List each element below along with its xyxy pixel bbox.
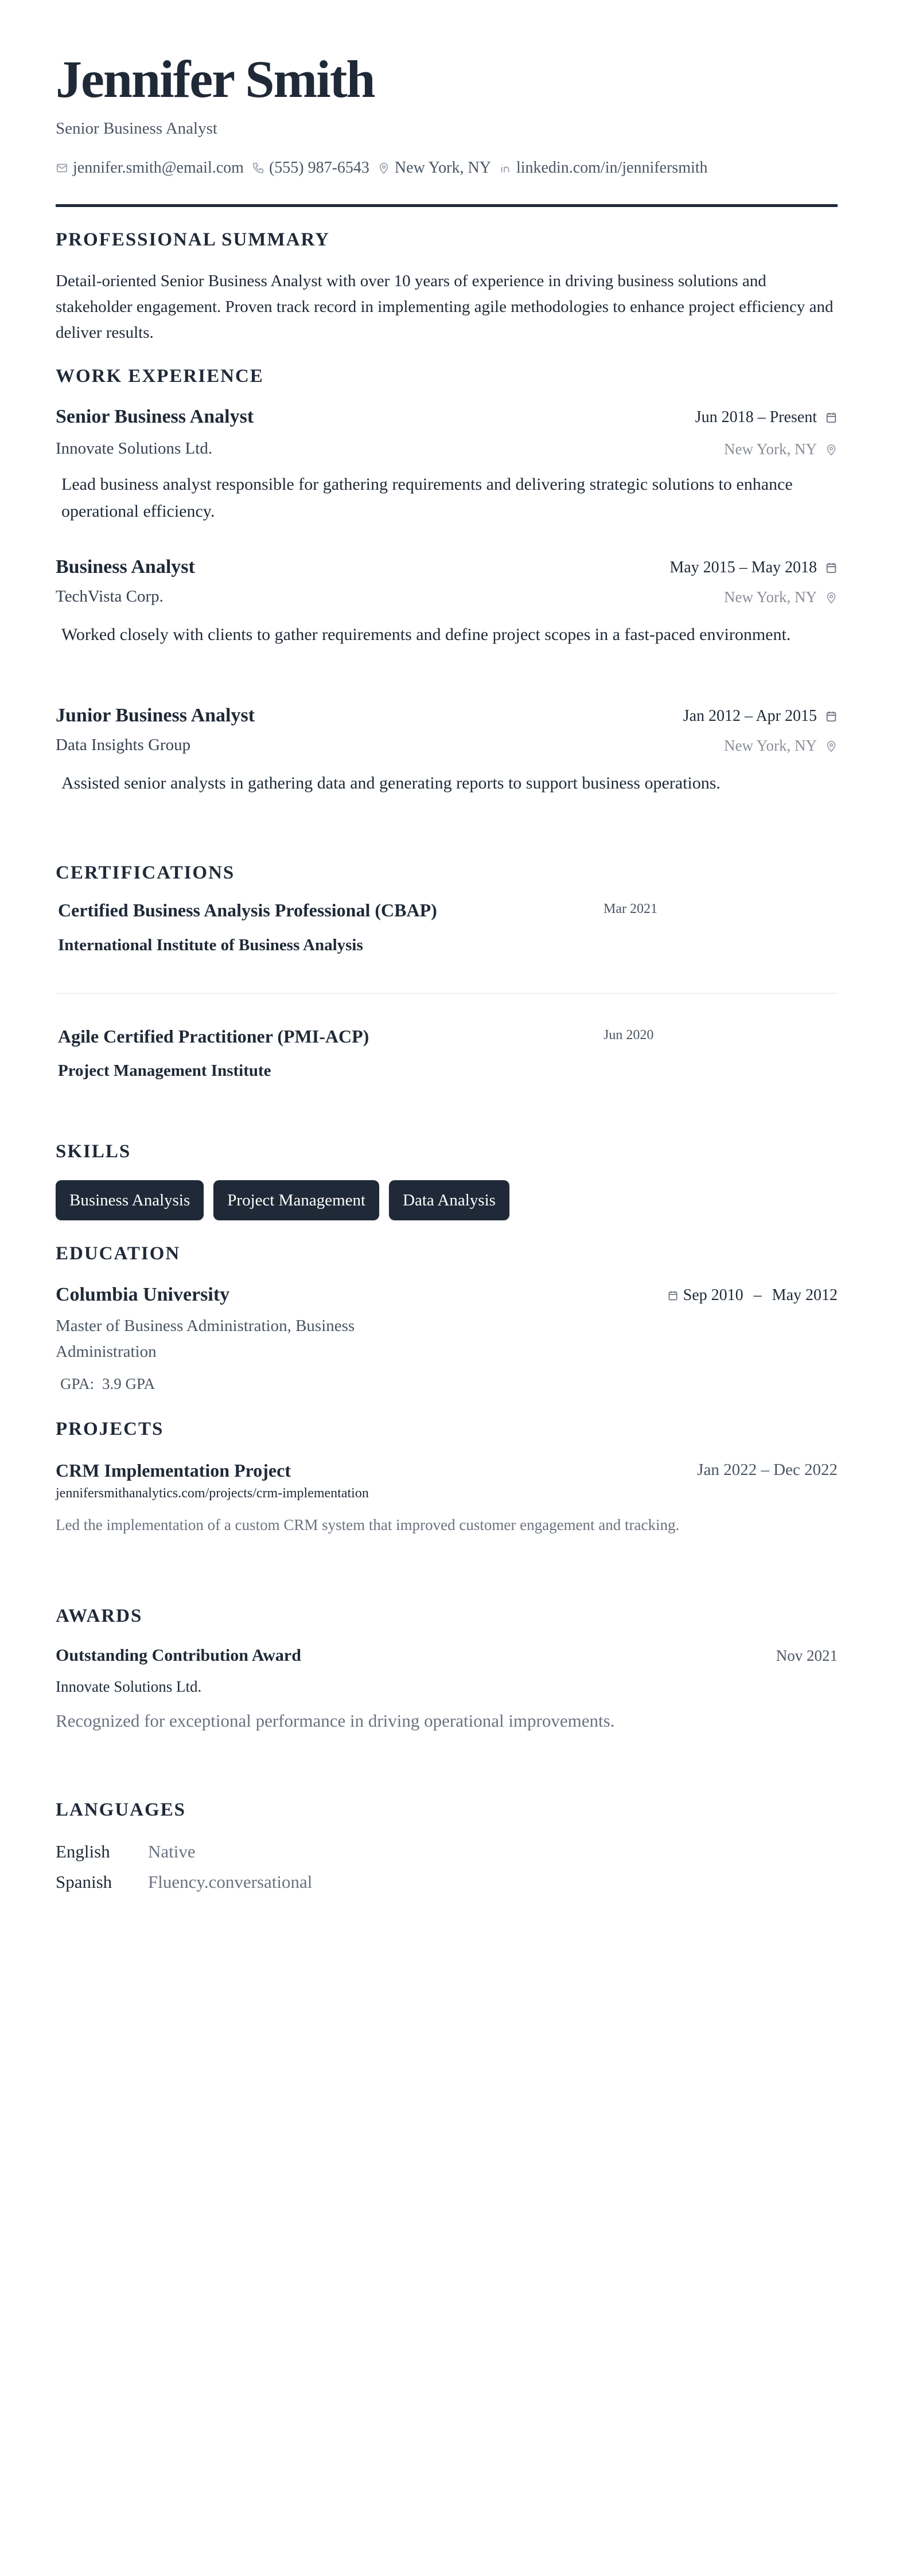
education-start: Sep 2010 — [683, 1286, 743, 1304]
certification-date: Jun 2020 — [604, 1028, 654, 1043]
summary-text: Detail-oriented Senior Business Analyst with over 10 years of experience in driving business solutions and stakeholder engagement. Proven track record in implementing agile methodologies to enhance project efficiency and deliver results. — [56, 272, 834, 342]
linkedin-icon — [499, 162, 512, 174]
education-gpa — [60, 1375, 155, 1393]
gpa-label: GPA: — [60, 1375, 95, 1392]
certification-title: Certified Business Analysis Professional (CBAP) — [58, 900, 437, 920]
education-dates — [667, 1286, 838, 1305]
education-school: Columbia University — [56, 1284, 230, 1305]
contact-row — [56, 159, 708, 177]
calendar-icon — [825, 709, 838, 723]
job-dates — [669, 559, 838, 577]
job-company: Data Insights Group — [56, 736, 191, 754]
award-description: Recognized for exceptional performance in driving operational improvements. — [56, 1711, 615, 1731]
job-title: Junior Business Analyst — [56, 705, 255, 726]
job-location — [724, 440, 838, 458]
job-title: Senior Business Analyst — [56, 406, 254, 427]
candidate-title: Senior Business Analyst — [56, 119, 217, 138]
contact-linkedin[interactable] — [499, 159, 708, 177]
job-dates-text: Jan 2012 – Apr 2015 — [683, 707, 817, 725]
education-degree: Master of Business Administration, Business Administration — [56, 1317, 355, 1361]
certifications-heading: CERTIFICATIONS — [56, 862, 235, 883]
job-location-text: New York, NY — [723, 588, 817, 606]
award-title: Outstanding Contribution Award — [56, 1646, 301, 1665]
contact-linkedin-text: linkedin.com/in/jennifersmith — [516, 159, 708, 177]
job-dates-text: May 2015 – May 2018 — [669, 559, 817, 576]
job-company: TechVista Corp. — [56, 587, 163, 606]
job-description: Lead business analyst responsible for gathering requirements and delivering strategic solutions to enhance operational efficiency. — [61, 475, 793, 521]
project-url[interactable]: jennifersmithanalytics.com/projects/crm-implementation — [56, 1486, 369, 1501]
mail-icon — [56, 162, 68, 174]
job-description: Assisted senior analysts in gathering data and generating reports to support business operations. — [61, 774, 721, 793]
skills-heading: SKILLS — [56, 1141, 131, 1162]
project-description: Led the implementation of a custom CRM system that improved customer engagement and tracking. — [56, 1516, 680, 1533]
language-level: Native — [148, 1841, 196, 1861]
summary-heading: PROFESSIONAL SUMMARY — [56, 229, 330, 250]
language-name: Spanish — [56, 1872, 112, 1892]
award-date: Nov 2021 — [776, 1647, 838, 1664]
education-end: May 2012 — [772, 1286, 838, 1304]
language-level: Fluency.conversational — [148, 1872, 313, 1892]
projects-heading: PROJECTS — [56, 1419, 164, 1439]
language-name: English — [56, 1841, 110, 1861]
experience-heading: WORK EXPERIENCE — [56, 366, 264, 387]
certification-issuer: Project Management Institute — [58, 1061, 271, 1080]
map-pin-icon — [825, 443, 838, 456]
contact-email-text: jennifer.smith@email.com — [73, 159, 244, 177]
contact-email[interactable] — [56, 159, 244, 177]
map-pin-icon — [825, 739, 838, 753]
certification-title: Agile Certified Practitioner (PMI-ACP) — [58, 1026, 369, 1047]
job-title: Business Analyst — [56, 556, 195, 577]
calendar-icon — [825, 411, 838, 424]
map-pin-icon — [377, 162, 390, 174]
calendar-icon — [667, 1289, 679, 1302]
job-company: Innovate Solutions Ltd. — [56, 439, 213, 458]
contact-phone[interactable] — [252, 159, 369, 177]
awards-heading: AWARDS — [56, 1606, 143, 1626]
contact-location-text: New York, NY — [394, 159, 491, 177]
project-dates: Jan 2022 – Dec 2022 — [697, 1461, 838, 1479]
calendar-icon — [825, 561, 838, 575]
skill-chip: Project Management — [213, 1180, 379, 1220]
skill-chip: Business Analysis — [56, 1180, 204, 1220]
gpa-value: 3.9 GPA — [102, 1375, 155, 1392]
award-organization: Innovate Solutions Ltd. — [56, 1678, 202, 1695]
languages-heading: LANGUAGES — [56, 1800, 186, 1820]
candidate-name: Jennifer Smith — [56, 50, 375, 108]
job-dates — [695, 408, 838, 427]
job-location — [724, 588, 838, 606]
job-location-text: New York, NY — [723, 440, 817, 458]
phone-icon — [252, 162, 264, 174]
job-dates-text: Jun 2018 – Present — [695, 408, 817, 426]
map-pin-icon — [825, 591, 838, 604]
job-location-text: New York, NY — [723, 737, 817, 754]
skill-chip: Data Analysis — [389, 1180, 509, 1220]
certification-divider — [56, 993, 838, 994]
certification-date: Mar 2021 — [604, 901, 657, 916]
education-heading: EDUCATION — [56, 1243, 181, 1264]
education-date-separator: – — [753, 1286, 762, 1304]
contact-location — [377, 159, 491, 177]
job-description: Worked closely with clients to gather requirements and define project scopes in a fast-paced environment. — [61, 625, 791, 644]
skills-list — [56, 1180, 509, 1220]
project-title: CRM Implementation Project — [56, 1460, 291, 1481]
job-location — [724, 737, 838, 755]
header-divider — [56, 204, 838, 207]
job-dates — [683, 707, 838, 725]
contact-phone-text: (555) 987-6543 — [268, 159, 369, 177]
certification-issuer: International Institute of Business Analysis — [58, 936, 363, 954]
